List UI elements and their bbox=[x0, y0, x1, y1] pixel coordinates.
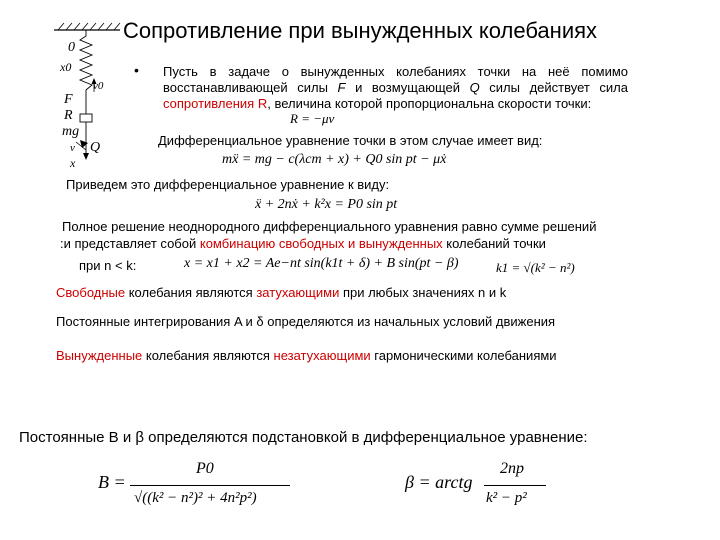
forced-oscillations-line bbox=[56, 348, 557, 364]
diff-eq-label: Дифференциальное уравнение точки в этом случае имеет вид: bbox=[158, 133, 543, 148]
free-text-end: при любых значениях n и k bbox=[339, 285, 507, 300]
constants-B-beta-line: Постоянные B и β определяются подстановкой в дифференциальное уравнение: bbox=[19, 429, 588, 446]
intro-resistance-highlight: сопротивления R bbox=[163, 96, 268, 111]
k1-formula: k1 = √(k² − n²) bbox=[496, 260, 575, 275]
B-formula-numerator: P0 bbox=[196, 460, 214, 477]
figure-label-origin: 0 bbox=[68, 40, 75, 55]
full-solution-line-1: Полное решение неоднородного дифференциального уравнения равно сумме решений bbox=[62, 219, 597, 234]
bullet: • bbox=[134, 62, 139, 78]
solution-formula: x = x1 + x2 = Ae−nt sin(k1t + δ) + B sin(pt − β) bbox=[184, 256, 459, 271]
beta-fraction-bar bbox=[484, 485, 546, 486]
figure-label-v0: v0 bbox=[93, 80, 104, 92]
reduced-eq-formula: ẍ + 2nẋ + k²x = P0 sin pt bbox=[255, 197, 398, 212]
intro-text-4: , величина которой пропорциональна скорости точки: bbox=[267, 96, 592, 111]
reduce-label: Приведем это дифференциальное уравнение к виду: bbox=[66, 177, 390, 192]
intro-F: F bbox=[337, 80, 346, 95]
figure-label-Q: Q bbox=[90, 140, 101, 155]
B-formula-lhs: B = bbox=[98, 472, 126, 492]
figure-label-F: F bbox=[64, 92, 73, 107]
intro-text-3: силы действует сила bbox=[479, 80, 628, 95]
full-solution-highlight: комбинацию свободных и вынужденных bbox=[199, 236, 443, 251]
intro-paragraph bbox=[163, 64, 628, 112]
diff-eq-formula: mẍ = mg − c(λст + x) + Q0 sin pt − μẋ bbox=[222, 152, 447, 167]
forced-highlight-2: незатухающими bbox=[273, 348, 371, 363]
free-oscillations-line bbox=[56, 285, 506, 301]
full-solution-text-b: колебаний точки bbox=[442, 236, 546, 251]
B-fraction-bar bbox=[130, 485, 290, 486]
spring-mass-figure bbox=[52, 20, 122, 170]
integration-constants-line: Постоянные интегрирования A и δ определяются из начальных условий движения bbox=[56, 314, 556, 329]
figure-label-v: v bbox=[70, 142, 75, 154]
intro-Q: Q bbox=[469, 80, 480, 95]
intro-text-2: и возмущающей bbox=[345, 80, 470, 95]
slide-title: Сопротивление при вынужденных колебаниях bbox=[123, 18, 598, 43]
forced-text-end: гармоническими колебаниями bbox=[370, 348, 557, 363]
forced-highlight-1: Вынужденные bbox=[56, 348, 143, 363]
free-highlight-1: Свободные bbox=[56, 285, 126, 300]
figure-label-mg: mg bbox=[62, 124, 80, 139]
beta-formula-denominator: k² − p² bbox=[486, 490, 527, 506]
free-text-mid: колебания являются bbox=[125, 285, 257, 300]
beta-formula-lhs: β = arctg bbox=[405, 472, 473, 492]
beta-formula-numerator: 2np bbox=[500, 460, 524, 477]
B-formula-denominator: √((k² − n²)² + 4n²p²) bbox=[134, 490, 257, 506]
condition-label: при n < k: bbox=[79, 258, 137, 273]
intro-text-1: Пусть в задаче о вынужденных колебаниях точки на неё помимо восстанавливающей силы bbox=[163, 64, 628, 95]
free-highlight-2: затухающими bbox=[256, 285, 340, 300]
full-solution-line-2 bbox=[60, 236, 546, 252]
figure-label-R: R bbox=[64, 108, 73, 123]
figure-label-x0: x0 bbox=[60, 60, 72, 74]
full-solution-text-a: :и представляет собой bbox=[60, 236, 200, 251]
forced-text-mid: колебания являются bbox=[142, 348, 274, 363]
formula-resistance: R = −μv bbox=[290, 111, 335, 126]
figure-label-x: x bbox=[70, 156, 76, 170]
